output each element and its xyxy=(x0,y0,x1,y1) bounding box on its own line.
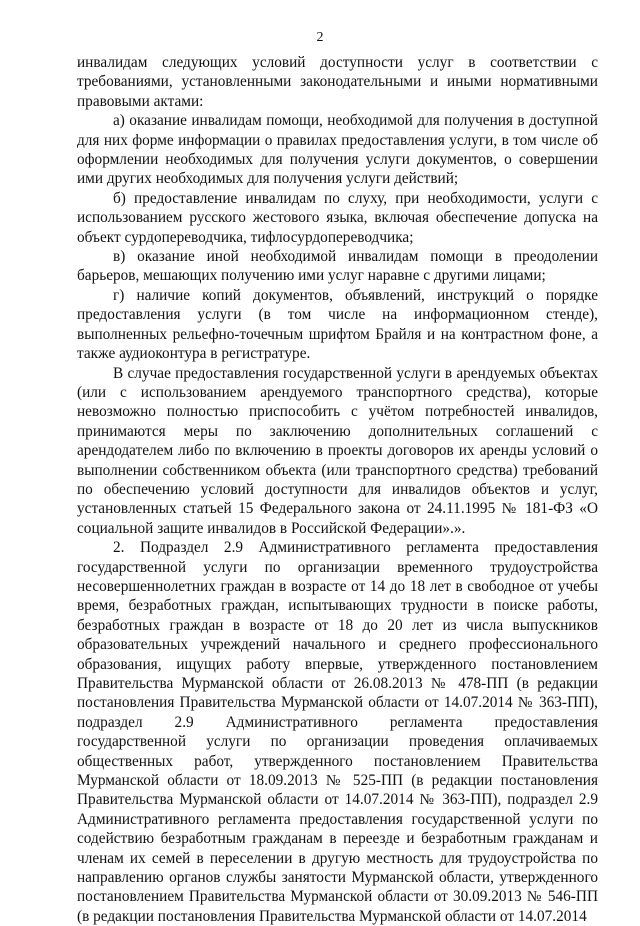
page-number: 2 xyxy=(316,30,324,45)
paragraph-rented-objects: В случае предоставления государственной услуги в арендуемых объектах (или с использованием арендуемого транспортного средства), которые невозможно полностью приспособить с учётом потребностей инвалидов, принимаются меры по заключению дополнительных соглашений с арендодателем либо по включению в проекты договоров их аренды условий о выполнении собственником объекта (или транспортного средства) требований по обеспечению условий доступности для инвалидов объектов и услуг, установленных статьей 15 Федерального закона от 24.11.1995 № 181-ФЗ «О социальной защите инвалидов в Российской Федерации».». xyxy=(77,364,598,537)
paragraph-item-b: б) предоставление инвалидам по слуху, при необходимости, услуги с использованием русского жестового языка, включая обеспечение допуска на объект сурдопереводчика, тифлосурдопереводчика; xyxy=(77,189,598,246)
paragraph-item-a: а) оказание инвалидам помощи, необходимой для получения в доступной для них форме информации о правилах предоставления услуги, в том числе об оформлении необходимых для получения услуги документов, о совершении ими других необходимых для получения услуги действий; xyxy=(77,112,598,188)
document-body xyxy=(77,53,598,926)
paragraph-section-2: 2. Подраздел 2.9 Административного регламента предоставления государственной услуги по организации временного трудоустройства несовершеннолетних граждан в возрасте от 14 до 18 лет в свободное от учебы время, безработных граждан, испытывающих трудности в поиске работы, безработных граждан в возрасте от 18 до 20 лет из числа выпускников образовательных учреждений начального и среднего профессионального образования, ищущих работу впервые, утвержденного постановлением Правительства Мурманской области от 26.08.2013 № 478-ПП (в редакции постановления Правительства Мурманской области от 14.07.2014 № 363-ПП), подраздел 2.9 Административного регламента предоставления государственной услуги по организации проведения оплачиваемых общественных работ, утвержденного постановлением Правительства Мурманской области от 18.09.2013 № 525-ПП (в редакции постановления Правительства Мурманской области от 14.07.2014 № 363-ПП), подраздел 2.9 Административного регламента предоставления государственной услуги по содействию безработным гражданам в переезде и безработным гражданам и членам их семей в переселении в другую местность для трудоустройства по направлению органов службы занятости Мурманской области, утвержденного постановлением Правительства Мурманской области от 30.09.2013 № 546-ПП (в редакции постановления Правительства Мурманской области от 14.07.2014 xyxy=(77,539,598,925)
paragraph-continuation: инвалидам следующих условий доступности услуг в соответствии с требованиями, установленными законодательными и иными нормативными правовыми актами: xyxy=(77,54,598,110)
paragraph-item-v: в) оказание иной необходимой инвалидам помощи в преодолении барьеров, мешающих получению ими услуг наравне с другими лицами; xyxy=(77,248,598,285)
paragraph-item-g: г) наличие копий документов, объявлений, инструкций о порядке предоставления услуги (в том числе на информационном стенде), выполненных рельефно-точечным шрифтом Брайля и на контрастном фоне, а также аудиоконтура в регистратуре. xyxy=(77,286,598,363)
